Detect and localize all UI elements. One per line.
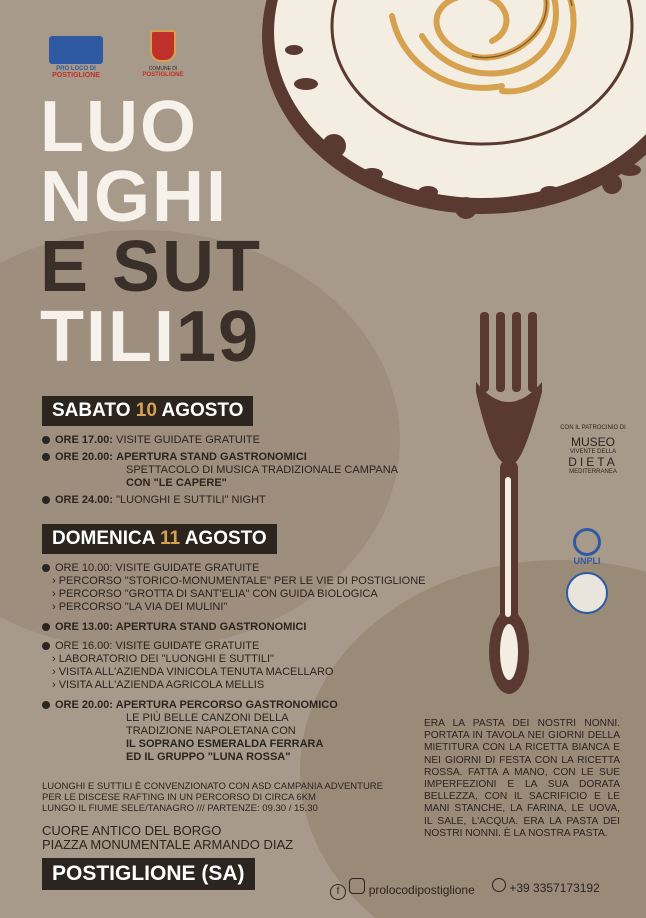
convention-line: LUONGHI E SUTTILI È CONVENZIONATO CON ASD CAMPANIA ADVENTURE [42, 781, 384, 792]
sunday-number: 11 [160, 528, 181, 549]
comune-line1: COMUNE DI [148, 66, 178, 72]
title-line-3 [40, 227, 263, 307]
museo-line3: DIETA [568, 455, 618, 469]
sunday-line: ORE 13.00: APERTURA STAND GASTRONOMICI [42, 621, 306, 634]
sunday-line: › VISITA ALL'AZIENDA AGRICOLA MELLIS [52, 679, 265, 691]
unpli-label: UNPLI [573, 556, 601, 566]
saturday-item-3: ORE 24.00: "LUONGHI E SUTTILI" NIGHT [42, 494, 266, 507]
sunday-line: › PERCORSO "STORICO-MONUMENTALE" PER LE VIE DI POSTIGLIONE [52, 575, 426, 587]
regional-logo [566, 572, 608, 614]
bullet-icon [42, 642, 50, 650]
sunday-banner [42, 524, 277, 554]
sunday-month: AGOSTO [184, 528, 267, 549]
saturday-item-1: ORE 17.00: VISITE GUIDATE GRATUITE [42, 434, 260, 447]
bullet-icon [42, 436, 50, 444]
plate-illustration [252, 0, 646, 256]
convention-line: PER LE DISCESE RAFTING IN UN PERCORSO DI CIRCA 6KM [42, 792, 316, 803]
sunday-line: ORE 10.00: VISITE GUIDATE GRATUITE [42, 562, 259, 575]
phone-number[interactable]: +39 3357173192 [509, 881, 600, 895]
comune-logo [138, 30, 188, 78]
comune-shield-icon [150, 30, 176, 62]
facebook-icon: f [330, 884, 346, 900]
bullet-icon [42, 701, 50, 709]
patrocinio-label: CON IL PATROCINIO DI [560, 425, 626, 431]
bullet-icon [42, 623, 50, 631]
sunday-line: IL SOPRANO ESMERALDA FERRARA [126, 738, 324, 750]
address-line: PIAZZA MONUMENTALE ARMANDO DIAZ [42, 837, 294, 852]
sunday-line: ORE 16.00: VISITE GUIDATE GRATUITE [42, 640, 259, 653]
convention-line: LUNGO IL FIUME SELE/TANAGRO /// PARTENZE: 09.30 / 15.30 [42, 803, 318, 814]
sunday-day: DOMENICA [52, 528, 155, 549]
event-title [40, 87, 263, 377]
fork-illustration [460, 312, 560, 702]
phone-icon [492, 878, 506, 892]
saturday-banner [42, 396, 253, 426]
sunday-line: LE PIÙ BELLE CANZONI DELLA [126, 712, 289, 724]
saturday-item-2: ORE 20.00: APERTURA STAND GASTRONOMICI [42, 451, 307, 464]
museo-line2: VIVENTE DELLA [569, 449, 617, 455]
title-line-4-text: TILI [40, 297, 176, 377]
saturday-number: 10 [135, 400, 157, 421]
social-handle[interactable]: prolocodipostiglione [368, 883, 475, 897]
social-block [330, 878, 475, 900]
bullet-icon [42, 453, 50, 461]
saturday-item-2-detail: CON "LE CAPERE" [126, 477, 227, 489]
title-line-1: LUO [40, 87, 198, 167]
unpli-emblem-icon [573, 528, 601, 556]
proloco-logo [42, 36, 110, 79]
city-banner: POSTIGLIONE (SA) [42, 858, 255, 890]
sunday-line: › LABORATORIO DEI "LUONGHI E SUTTILI" [52, 653, 274, 665]
bullet-icon [42, 564, 50, 572]
sunday-line: ORE 20.00: APERTURA PERCORSO GASTRONOMICO [42, 699, 338, 712]
museo-line1: MUSEO [570, 435, 615, 449]
proloco-emblem-icon [49, 36, 103, 64]
sunday-line: › PERCORSO "LA VIA DEI MULINI" [52, 601, 228, 613]
sunday-line: ED IL GRUPPO "LUNA ROSSA" [126, 751, 291, 763]
saturday-month: AGOSTO [161, 400, 244, 421]
proloco-line1: PRO LOCO DI [56, 66, 96, 72]
bullet-icon [42, 496, 50, 504]
phone-block [492, 878, 600, 895]
proloco-line2: POSTIGLIONE [52, 72, 100, 79]
story-text: ERA LA PASTA DEI NOSTRI NONNI. PORTATA IN TAVOLA NEI GIORNI DELLA MIETITURA CON LA RICETTA BIANCA E NEI GIORNI DI FESTA CON LA RICETTA ROSSA. FATTA A MANO, CON LE SUE IMPERFEZIONI E LA SUA DORATA BELLEZZA, CON IL SACRIFICIO E LE MANI STANCHE, LA FARINA, LE UOVA, IL SALE, L'ACQUA. ERA LA PASTA DEI NOSTRI NONNI. È LA NOSTRA PASTA. [424, 718, 620, 839]
title-year: 19 [175, 297, 261, 377]
saturday-item-2-detail: SPETTACOLO DI MUSICA TRADIZIONALE CAMPANA [126, 464, 398, 476]
address-line: CUORE ANTICO DEL BORGO [42, 823, 222, 838]
title-line-2: NGHI [40, 157, 228, 237]
sunday-line: › VISITA ALL'AZIENDA VINICOLA TENUTA MACELLARO [52, 666, 334, 678]
unpli-logo [565, 528, 609, 566]
museo-line4: MEDITERRANEA [569, 469, 617, 475]
title-line-4 [40, 297, 262, 377]
sunday-line: › PERCORSO "GROTTA DI SANT'ELIA" CON GUIDA BIOLOGICA [52, 588, 378, 600]
comune-line2: POSTIGLIONE [142, 72, 184, 78]
sponsor-block [548, 425, 638, 475]
saturday-day: SABATO [52, 400, 131, 421]
instagram-icon [349, 878, 365, 894]
title-line-3-text: E SUT [40, 227, 263, 307]
sunday-line: TRADIZIONE NAPOLETANA CON [126, 725, 296, 737]
